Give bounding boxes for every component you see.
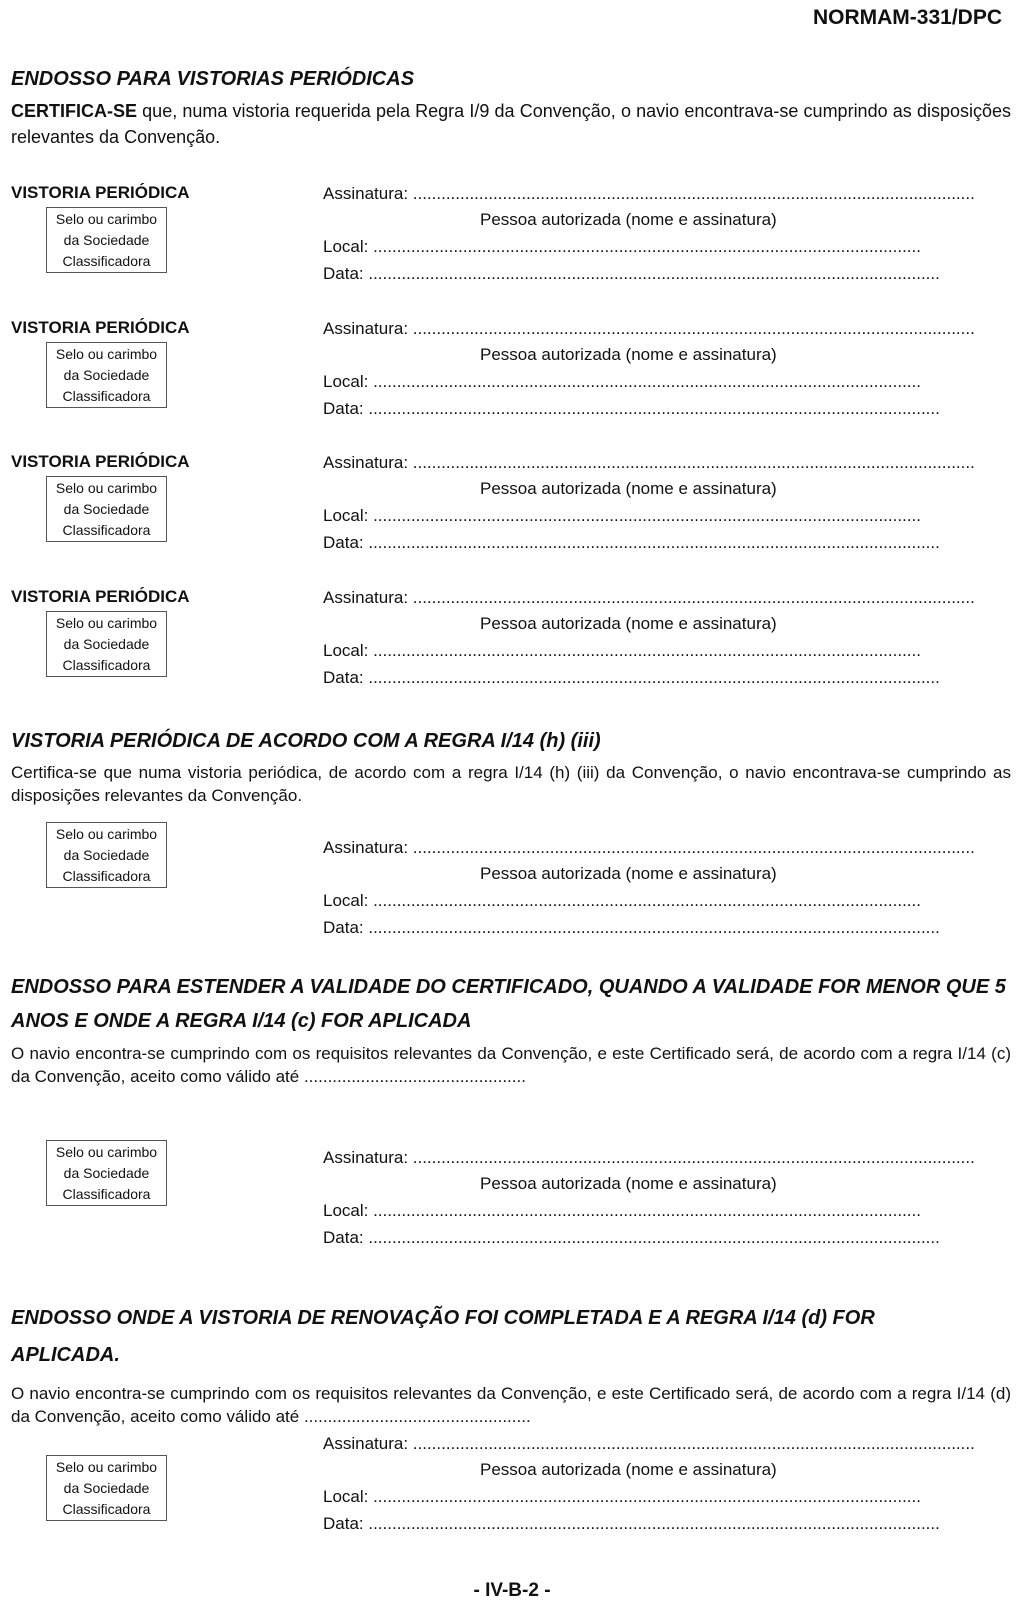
seal-line: Selo ou carimbo xyxy=(55,826,158,842)
seal-line: Classificadora xyxy=(62,522,151,538)
signature-line: Assinatura: ....................................................................................................................... xyxy=(323,1434,975,1453)
place-line: Local: .................................................................................................................... xyxy=(323,372,921,391)
periodic-body: que, numa vistoria requerida pela Regra I/9 da Convenção, o navio encontrava-se cumprindo as disposições relevantes da Convenção. xyxy=(11,101,1011,148)
seal-line: Selo ou carimbo xyxy=(55,211,158,227)
vistoria-label: VISTORIA PERIÓDICA xyxy=(11,318,190,337)
seal-line: da Sociedade xyxy=(63,501,150,517)
place-line: Local: .................................................................................................................... xyxy=(323,237,921,256)
seal-line: da Sociedade xyxy=(63,367,150,383)
date-line: Data: ......................................................................................................................... xyxy=(323,533,940,552)
authorized-person-caption: Pessoa autorizada (nome e assinatura) xyxy=(480,345,777,364)
place-line: Local: .................................................................................................................... xyxy=(323,506,921,525)
date-line: Data: ......................................................................................................................... xyxy=(323,668,940,687)
authorized-person-caption: Pessoa autorizada (nome e assinatura) xyxy=(480,1460,777,1479)
authorized-person-caption: Pessoa autorizada (nome e assinatura) xyxy=(480,614,777,633)
date-line: Data: ......................................................................................................................... xyxy=(323,918,940,937)
vistoria-label: VISTORIA PERIÓDICA xyxy=(11,183,190,202)
section-text-rule14c: O navio encontra-se cumprindo com os requisitos relevantes da Convenção, e este Certificado será, de acordo com a regra I/14 (c) da Convenção, aceito como válido até ............................................... xyxy=(11,1044,1011,1086)
place-line: Local: .................................................................................................................... xyxy=(323,1201,921,1220)
date-line: Data: ......................................................................................................................... xyxy=(323,1514,940,1533)
section-title-periodic: ENDOSSO PARA VISTORIAS PERIÓDICAS xyxy=(11,68,415,90)
seal-line: Selo ou carimbo xyxy=(55,1459,158,1475)
signature-line: Assinatura: ....................................................................................................................... xyxy=(323,319,975,338)
place-line: Local: .................................................................................................................... xyxy=(323,641,921,660)
seal-line: Classificadora xyxy=(62,1186,151,1202)
seal-line: da Sociedade xyxy=(63,636,150,652)
section-text-rule14h: Certifica-se que numa vistoria periódica, de acordo com a regra I/14 (h) (iii) da Convenção, o navio encontrava-se cumprindo as disposições relevantes da Convenção. xyxy=(11,763,1011,805)
seal-line: Selo ou carimbo xyxy=(55,346,158,362)
section-title-rule14d-line2: APLICADA. xyxy=(11,1344,120,1366)
place-line: Local: .................................................................................................................... xyxy=(323,891,921,910)
seal-box xyxy=(46,1140,167,1206)
vistoria-label: VISTORIA PERIÓDICA xyxy=(11,587,190,606)
seal-line: Selo ou carimbo xyxy=(55,480,158,496)
seal-line: Classificadora xyxy=(62,1501,151,1517)
section-text-rule14d: O navio encontra-se cumprindo com os requisitos relevantes da Convenção, e este Certificado será, de acordo com a regra I/14 (d) da Convenção, aceito como válido até ................................................ xyxy=(11,1384,1011,1426)
lead-word: CERTIFICA-SE xyxy=(11,101,137,121)
authorized-person-caption: Pessoa autorizada (nome e assinatura) xyxy=(480,479,777,498)
seal-box xyxy=(46,476,167,542)
section-title-rule14c-line2: ANOS E ONDE A REGRA I/14 (c) FOR APLICADA xyxy=(11,1010,472,1032)
seal-line: Classificadora xyxy=(62,388,151,404)
place-line: Local: .................................................................................................................... xyxy=(323,1487,921,1506)
document-code: NORMAM-331/DPC xyxy=(812,6,1002,29)
signature-line: Assinatura: ....................................................................................................................... xyxy=(323,1148,975,1167)
seal-line: Classificadora xyxy=(62,868,151,884)
signature-line: Assinatura: ....................................................................................................................... xyxy=(323,588,975,607)
date-line: Data: ......................................................................................................................... xyxy=(323,399,940,418)
section-text-periodic xyxy=(11,98,1011,150)
section-title-rule14h: VISTORIA PERIÓDICA DE ACORDO COM A REGRA I/14 (h) (iii) xyxy=(11,730,601,752)
date-line: Data: ......................................................................................................................... xyxy=(323,1228,940,1247)
section-title-rule14c: ENDOSSO PARA ESTENDER A VALIDADE DO CERTIFICADO, QUANDO A VALIDADE FOR MENOR QUE 5 xyxy=(11,976,1006,998)
seal-box xyxy=(46,342,167,408)
seal-line: Classificadora xyxy=(62,657,151,673)
authorized-person-caption: Pessoa autorizada (nome e assinatura) xyxy=(480,1174,777,1193)
seal-line: da Sociedade xyxy=(63,847,150,863)
seal-line: Classificadora xyxy=(62,253,151,269)
vistoria-label: VISTORIA PERIÓDICA xyxy=(11,452,190,471)
signature-line: Assinatura: ....................................................................................................................... xyxy=(323,838,975,857)
seal-box xyxy=(46,822,167,888)
seal-box xyxy=(46,1455,167,1521)
seal-box xyxy=(46,611,167,677)
seal-line: da Sociedade xyxy=(63,1165,150,1181)
date-line: Data: ......................................................................................................................... xyxy=(323,264,940,283)
seal-line: da Sociedade xyxy=(63,1480,150,1496)
signature-line: Assinatura: ....................................................................................................................... xyxy=(323,184,975,203)
seal-box xyxy=(46,207,167,273)
seal-line: da Sociedade xyxy=(63,232,150,248)
section-title-rule14d: ENDOSSO ONDE A VISTORIA DE RENOVAÇÃO FOI COMPLETADA E A REGRA I/14 (d) FOR xyxy=(11,1307,875,1329)
authorized-person-caption: Pessoa autorizada (nome e assinatura) xyxy=(480,210,777,229)
page-number: - IV-B-2 - xyxy=(473,1580,551,1601)
seal-line: Selo ou carimbo xyxy=(55,1144,158,1160)
signature-line: Assinatura: ....................................................................................................................... xyxy=(323,453,975,472)
seal-line: Selo ou carimbo xyxy=(55,615,158,631)
authorized-person-caption: Pessoa autorizada (nome e assinatura) xyxy=(480,864,777,883)
